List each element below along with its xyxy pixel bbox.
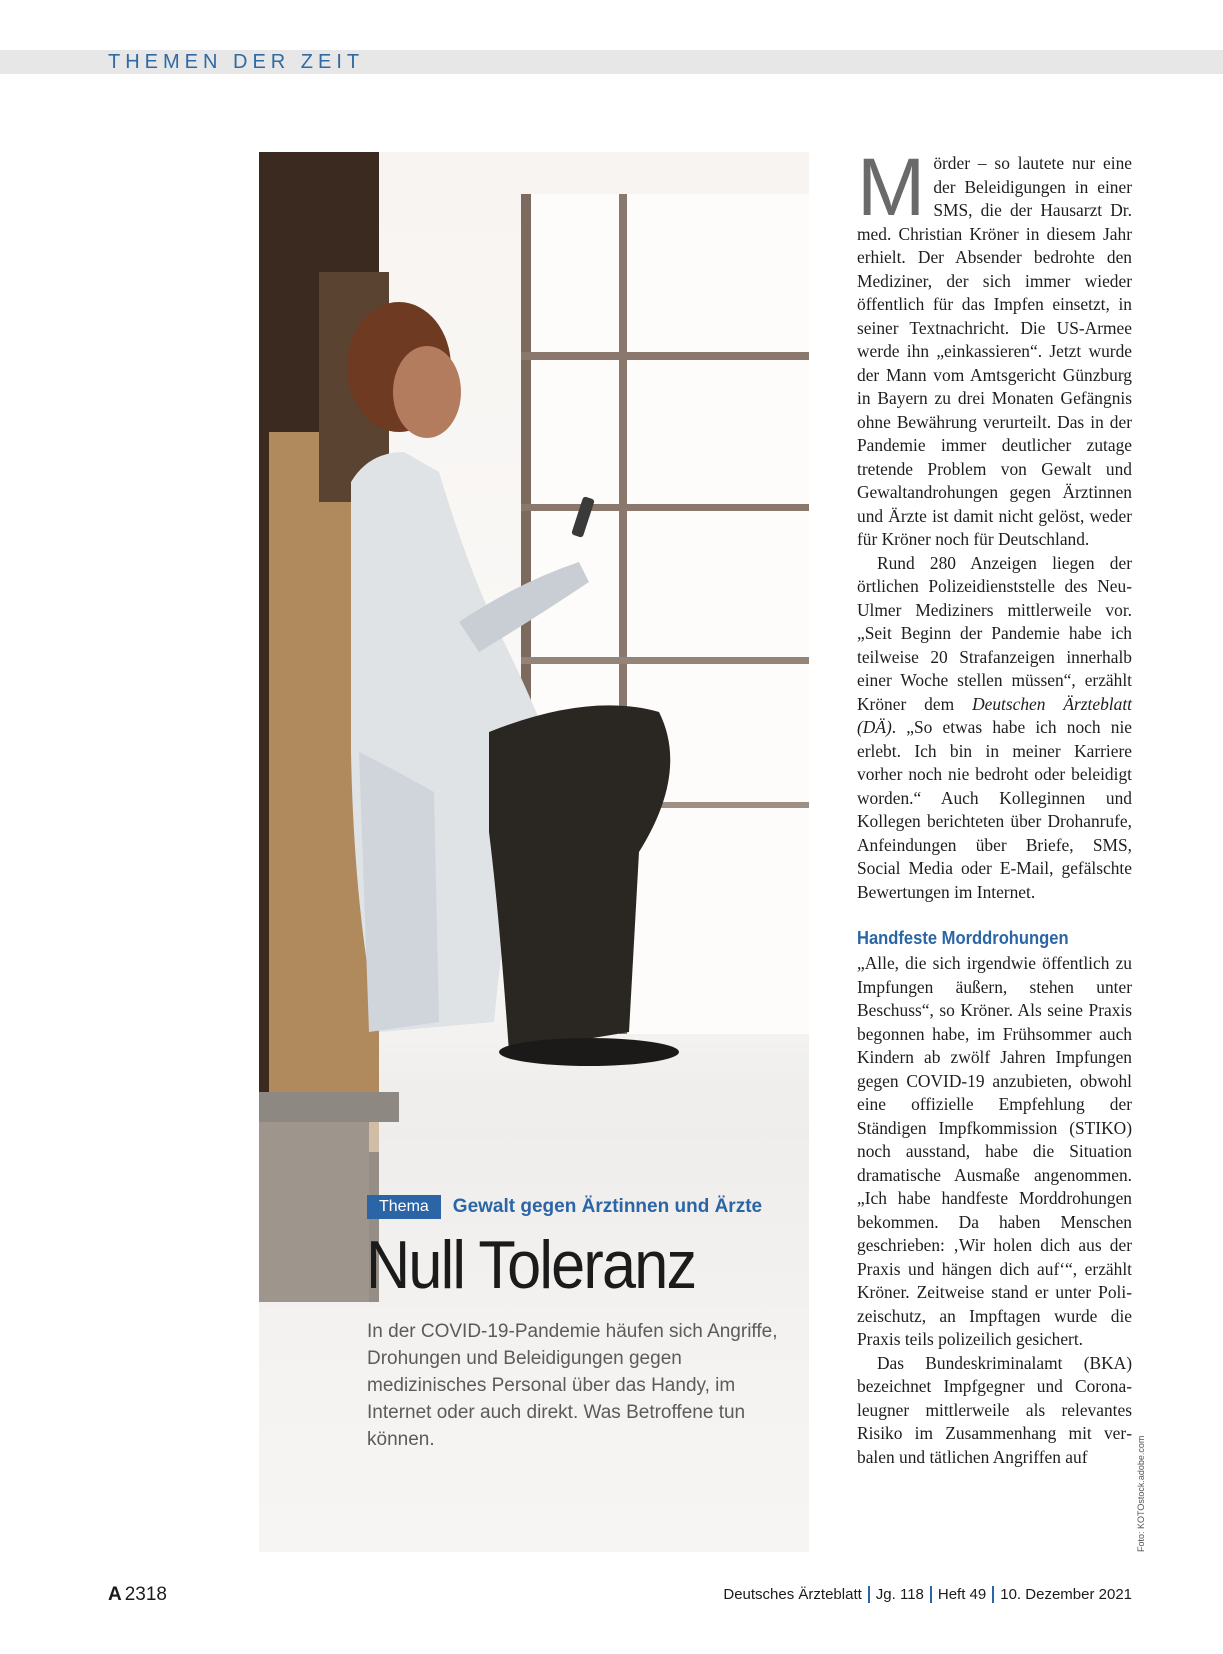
headline: Null Toleranz [366, 1227, 696, 1303]
section-title: THEMEN DER ZEIT [108, 51, 365, 73]
footer-volume: Jg. 118 [875, 1586, 924, 1603]
paragraph-2-text-a: Rund 280 Anzeigen liegen der örtlichen Polizeidienststelle des Neu-Ulmer Mediziners mittlerweile vor. „Seit Beginn der Pandemie habe ich teilweise 20 Strafanzeigen innerhalb einer Woche stellen müssen“, erzählt Kröner dem [857, 552, 1132, 714]
thema-row [367, 1195, 762, 1219]
dropcap: M [857, 142, 926, 233]
paragraph-2 [857, 552, 1132, 905]
footer-separator [930, 1586, 932, 1603]
footer-separator [992, 1586, 994, 1603]
page-prefix: A [108, 1584, 122, 1605]
footer-separator [868, 1586, 870, 1603]
footer-issue: Heft 49 [937, 1586, 987, 1603]
paragraph-1-text: örder – so lautete nur eine der Beleidigungen in einer SMS, die der Hausarzt Dr. med. Christian Kröner in diesem Jahr erhielt. Der Absender bedrohte den Mediziner, der sich immer wieder öffentlich für das Impfen einsetzt, in seiner Textnachricht. Die US-Armee werde ihn „einkassieren“. Jetzt wurde der Mann vom Amtsgericht Günzburg in Bayern zu drei Monaten Gefängnis ohne Bewährung verurteilt. Das in der Pandemie immer deutlicher zutage tretende Problem von Gewalt und Gewaltandrohungen gegen Ärztinnen und Ärzte ist damit nicht gelöst, weder für Kröner noch für Deutschland. [857, 153, 1132, 549]
lead-paragraph: In der COVID-19-Pandemie häufen sich Angriffe, Drohungen und Beleidigungen gegen medizinisches Personal über das Handy, im Internet oder auch direkt. Was Betroffene tun können. [367, 1321, 778, 1450]
body-column [857, 142, 1132, 1469]
footer-date: 10. Dezember 2021 [1000, 1586, 1132, 1603]
subheading: Handfeste Morddrohungen [857, 928, 1069, 948]
paragraph-4: Das Bundeskriminalamt (BKA) bezeichnet Impfgegner und Coronaleugner mittlerweile als relevantes Risiko im Zusammenhang mit verbalen und tätlichen Angriffen auf [857, 1352, 1132, 1467]
thema-topic: Gewalt gegen Ärztinnen und Ärzte [452, 1196, 763, 1217]
page-number-value: 2318 [124, 1584, 168, 1605]
footer-info [723, 1586, 1132, 1603]
footer-journal: Deutsches Ärzteblatt [723, 1586, 862, 1603]
paragraph-3: „Alle, die sich irgendwie öffentlich zu Impfungen äußern, stehen unter Beschuss“, so Kröner. Als seine Praxis begonnen habe, im Frühsommer auch Kindern ab zwölf Jahren Impfungen gegen COVID-19 anzubieten, obwohl eine offizielle Empfehlung der Ständigen Impfkommission (STIKO) noch ausstand, habe die Situation dramatische Ausmaße angenommen. „Ich habe handfeste Morddrohungen bekommen. Da haben Menschen geschrieben: ‚Wir holen dich aus der Praxis und hängen dich auf‘“, erzählt Kröner. Zeitweise stand er unter Polizeischutz, an Impftagen wurde die Praxis teils polizeilich gesichert. [857, 953, 1132, 1349]
photo-credit: Foto: KOTOstock.adobe.com [1136, 1435, 1146, 1552]
paragraph-2-italic: Deutschen Ärzteblatt (DÄ) [857, 693, 1132, 737]
paragraph-1 [857, 142, 1132, 552]
paragraph-2-text-b: . „So etwas habe ich noch nie erlebt. Ich bin in meiner Karriere vorher noch nie bedroht oder beleidigt worden.“ Auch Kolleginnen und Kollegen berichteten über Drohanrufe, Anfeindungen über Briefe, SMS, Social Media oder E-Mail, gefälschte Bewertungen im Internet. [857, 717, 1132, 902]
page-number [108, 1584, 167, 1606]
thema-badge: Thema [367, 1195, 441, 1219]
